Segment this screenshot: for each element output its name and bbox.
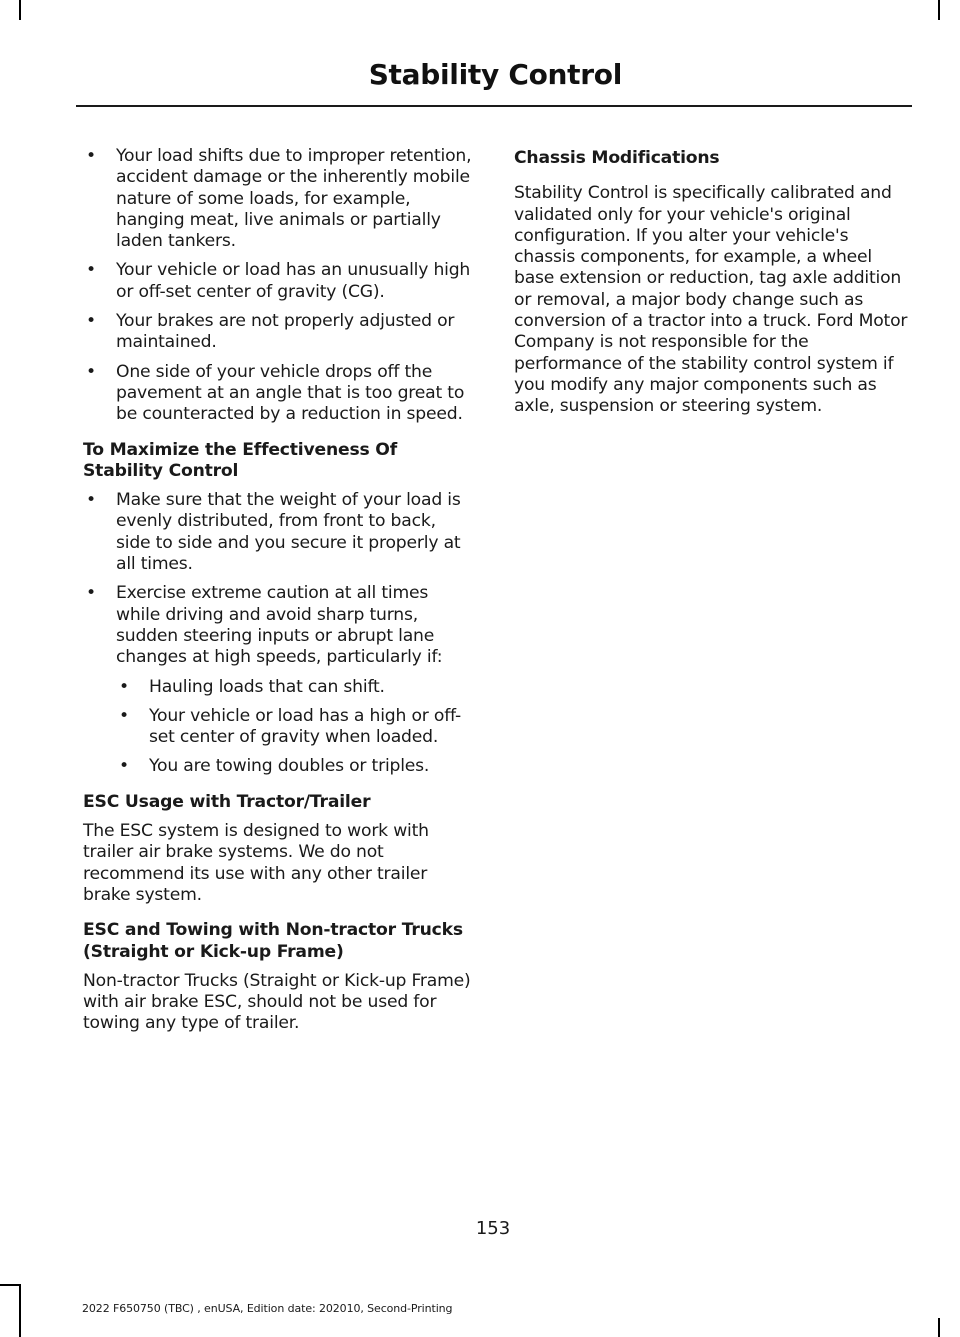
crop-mark-bottom-left-v [19, 1284, 21, 1337]
sub-list-item: • You are towing doubles or triples. [116, 756, 475, 777]
paragraph-nontractor: Non-tractor Trucks (Straight or Kick-up Frame) with air brake ESC, should not be used for towing any type of trailer. [83, 970, 471, 1034]
crop-mark-bottom-right [938, 1318, 940, 1337]
section-heading-nontractor: ESC and Towing with Non-tractor Trucks (Straight or Kick-up Frame) [83, 920, 463, 962]
section-heading-maximize: To Maximize the Effectiveness Of Stability Control [83, 439, 397, 481]
crop-mark-bottom-left-h [0, 1284, 21, 1286]
header-divider [76, 105, 912, 107]
sub-list [116, 677, 475, 778]
paragraph-chassis: Stability Control is specifically calibrated and validated only for your vehicle's original configuration. If you alter your vehicle's chassis components, for example, a wheel base extension or reduction, tag axle addition or removal, a major body change such as conversion of a tractor into a truck. Ford Motor Company is not responsible for the performance of the stability control system if you modify any major components such as axle, suspension or steering system. [514, 183, 908, 417]
sub-list-item: • Your vehicle or load has a high or off-set center of gravity when loaded. [116, 706, 475, 749]
list-item: • Your load shifts due to improper retention, accident damage or the inherently mobile nature of some loads, for example, hanging meat, live animals or partially laden tankers. [83, 146, 475, 252]
list-item: • One side of your vehicle drops off the pavement at an angle that is too great to be counteracted by a reduction in speed. [83, 362, 475, 426]
list-item: • Your vehicle or load has an unusually high or off-set center of gravity (CG). [83, 260, 475, 303]
list-item: • Exercise extreme caution at all times while driving and avoid sharp turns, sudden steering inputs or abrupt lane changes at high speeds, particularly if: [83, 583, 475, 668]
crop-mark-top-left [19, 0, 21, 20]
page-number: 153 [475, 1218, 511, 1239]
left-column [83, 146, 475, 1043]
right-column [514, 146, 908, 426]
crop-mark-top-right [938, 0, 940, 20]
section-heading-tractor: ESC Usage with Tractor/Trailer [83, 791, 371, 812]
page-title: Stability Control [368, 58, 622, 91]
sub-list-item: • Hauling loads that can shift. [116, 677, 475, 698]
list-item: • Make sure that the weight of your load is evenly distributed, from front to back, side to side and you secure it properly at all times. [83, 490, 475, 575]
paragraph-tractor: The ESC system is designed to work with trailer air brake systems. We do not recommend its use with any other trailer brake system. [83, 821, 429, 905]
section-heading-chassis: Chassis Modifications [514, 148, 720, 168]
footer-edition-info: 2022 F650750 (TBC) , enUSA, Edition date: 202010, Second-Printing [82, 1302, 453, 1315]
list-item: • Your brakes are not properly adjusted or maintained. [83, 311, 475, 354]
